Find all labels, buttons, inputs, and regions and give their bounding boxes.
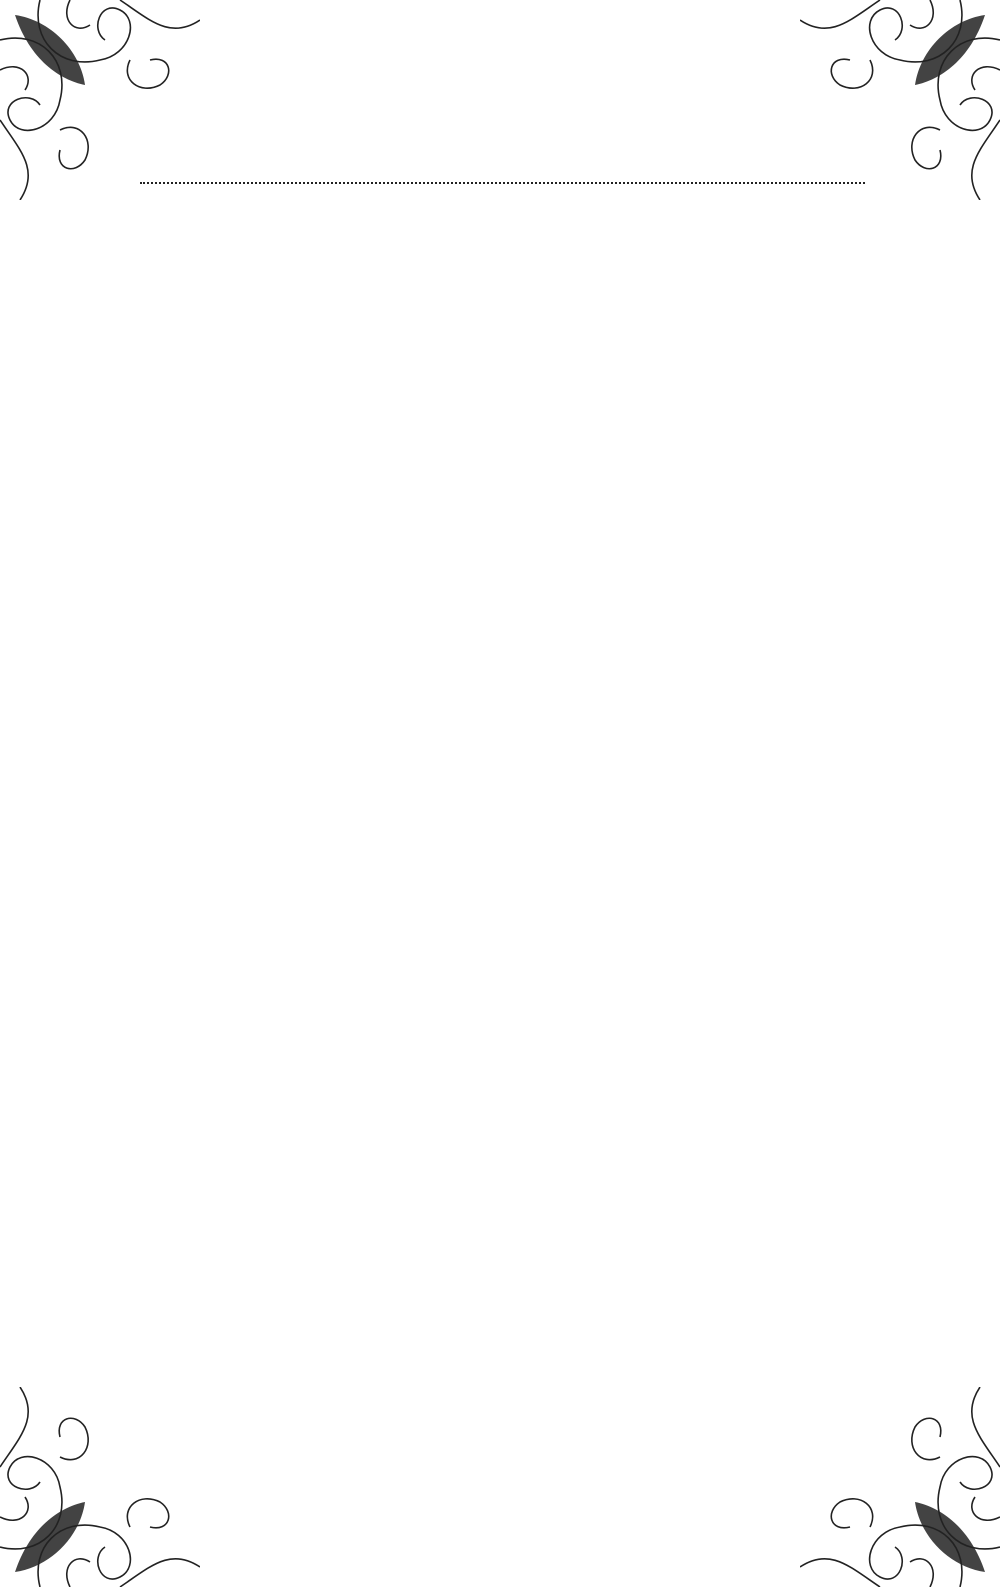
- table-of-contents: [137, 142, 868, 214]
- corner-ornament-bottom-left: [0, 1387, 200, 1587]
- section-title-line1: [137, 156, 868, 185]
- dot-leader: [140, 182, 865, 184]
- section-title-line2-row[interactable]: [137, 185, 868, 214]
- section-heading: [137, 156, 868, 214]
- corner-ornament-bottom-right: [800, 1387, 1000, 1587]
